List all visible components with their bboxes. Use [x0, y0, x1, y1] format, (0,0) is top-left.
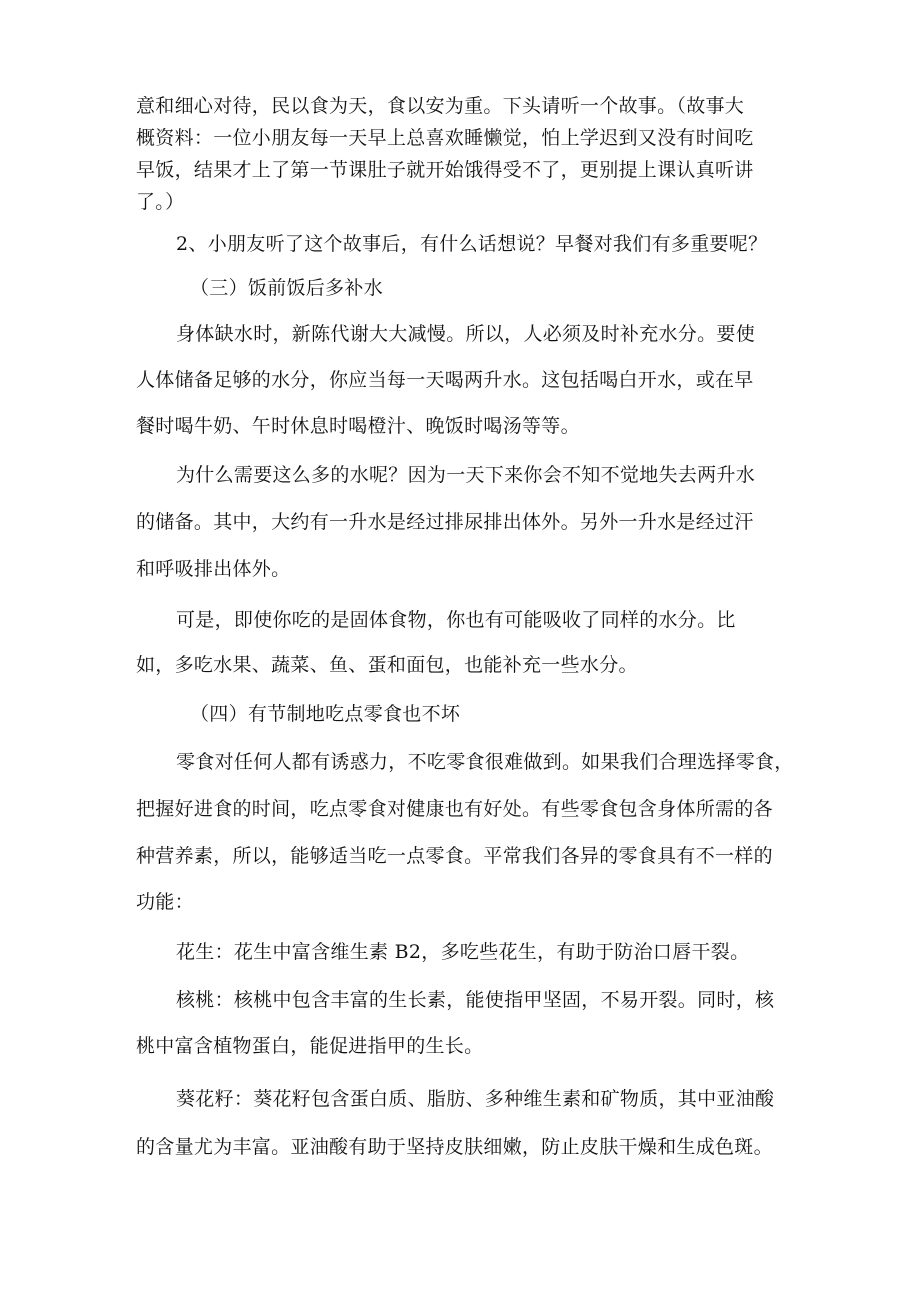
section-heading: （三）饭前饭后多补水 — [190, 277, 384, 299]
paragraph-line: 餐时喝牛奶、午时休息时喝橙汁、晚饭时喝汤等等。 — [136, 415, 580, 437]
paragraph-line: 葵花籽：葵花籽包含蛋白质、脂肪、多种维生素和矿物质，其中亚油酸 — [176, 1088, 775, 1110]
paragraph-line: 为什么需要这么多的水呢？因为一天下来你会不知不觉地失去两升水 — [176, 464, 756, 486]
paragraph-line: 了。） — [136, 191, 185, 213]
paragraph-line: 可是，即使你吃的是固体食物，你也有可能吸收了同样的水分。比 — [176, 609, 736, 631]
paragraph-line: 如，多吃水果、蔬菜、鱼、蛋和面包，也能补充一些水分。 — [136, 654, 638, 676]
paragraph-line: 桃中富含植物蛋白，能促进指甲的生长。 — [136, 1035, 484, 1057]
paragraph-line: 的储备。其中，大约有一升水是经过排尿排出体外。另外一升水是经过汗 — [136, 511, 754, 533]
paragraph-line: 功能： — [136, 891, 194, 913]
paragraph-line: 零食对任何人都有诱惑力，不吃零食很难做到。如果我们合理选择零食， — [176, 751, 794, 773]
paragraph-line: 人体储备足够的水分，你应当每一天喝两升水。这包括喝白开水，或在早 — [136, 369, 754, 391]
section-heading: （四）有节制地吃点零食也不坏 — [190, 703, 461, 725]
paragraph-line: 和呼吸排出体外。 — [136, 558, 291, 580]
paragraph-line: 花生：花生中富含维生素 B2，多吃些花生，有助于防治口唇干裂。 — [176, 941, 750, 963]
paragraph-line: 身体缺水时，新陈代谢大大减慢。所以，人必须及时补充水分。要使 — [176, 323, 756, 345]
paragraph-line: 把握好进食的时间，吃点零食对健康也有好处。有些零食包含身体所需的各 — [136, 798, 773, 820]
paragraph-line: 早饭，结果才上了第一节课肚子就开始饿得受不了，更别提上课认真听讲 — [136, 159, 754, 181]
paragraph-line: 概资料：一位小朋友每一天早上总喜欢睡懒觉，怕上学迟到又没有时间吃 — [136, 127, 754, 149]
paragraph-line: 种营养素，所以，能够适当吃一点零食。平常我们各异的零食具有不一样的 — [136, 845, 773, 867]
question-line: 2、小朋友听了这个故事后，有什么话想说？早餐对我们有多重要呢？ — [176, 233, 768, 255]
paragraph-line: 的含量尤为丰富。亚油酸有助于坚持皮肤细嫩，防止皮肤干燥和生成色斑。 — [136, 1136, 773, 1158]
paragraph-line: 意和细心对待，民以食为天，食以安为重。下头请听一个故事。（故事大 — [136, 95, 745, 117]
paragraph-line: 核桃：核桃中包含丰富的生长素，能使指甲坚固，不易开裂。同时，核 — [176, 989, 775, 1011]
